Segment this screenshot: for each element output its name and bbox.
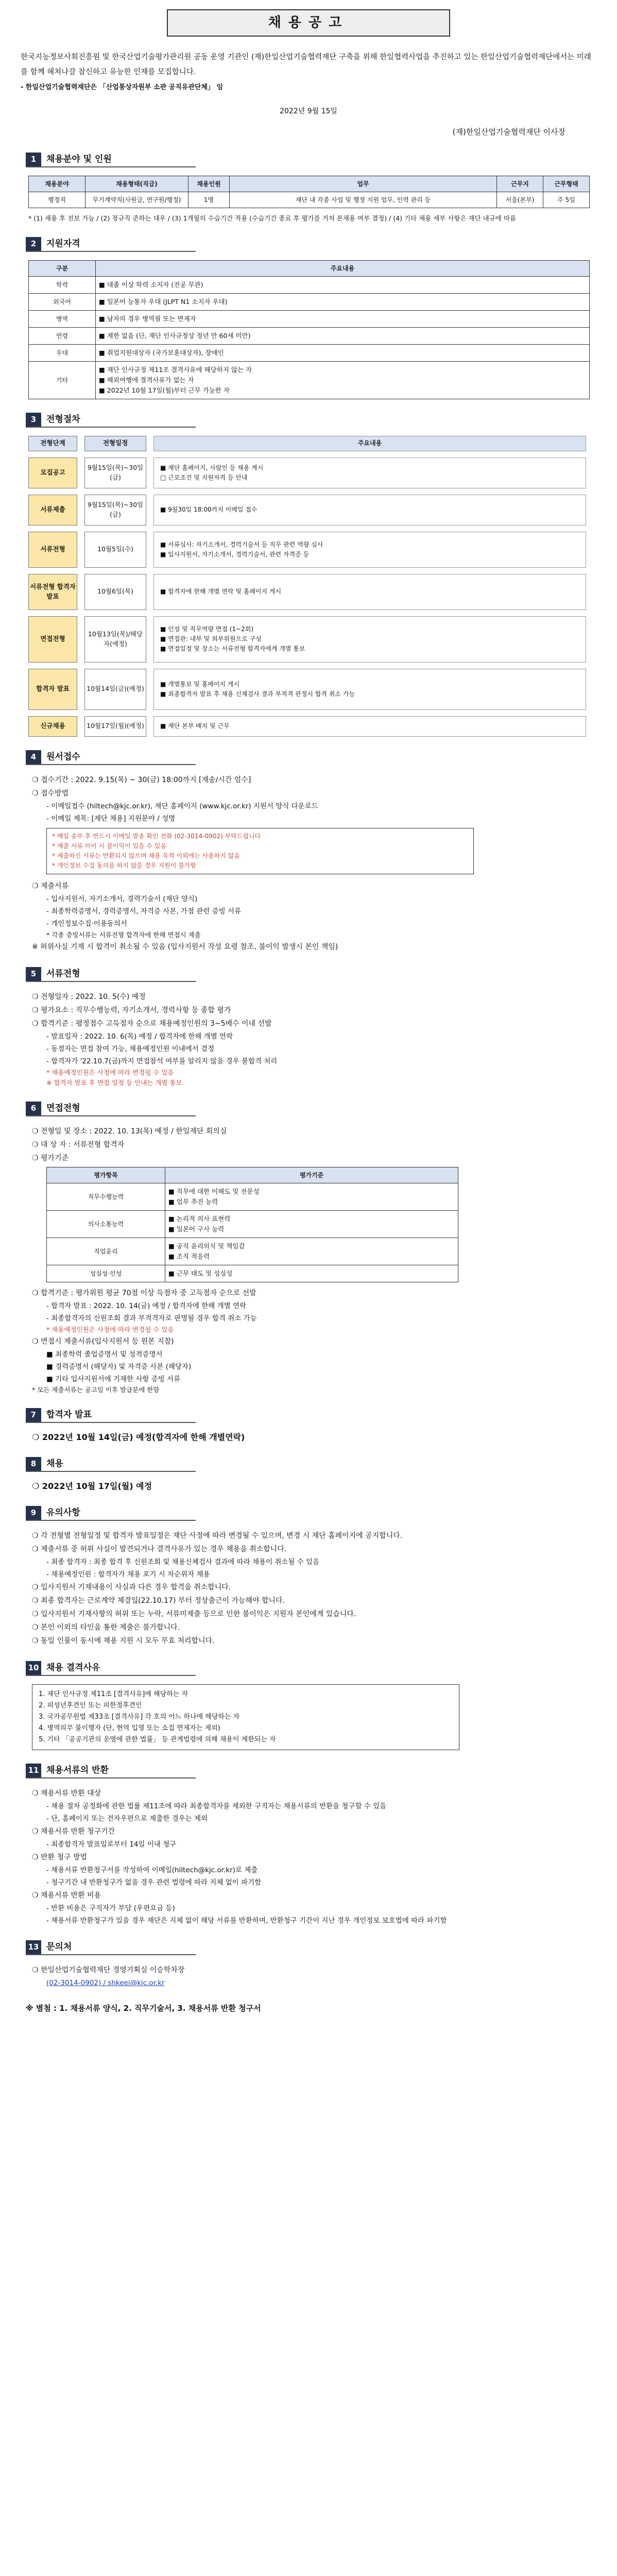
cell: ■ 공직 윤리의식 및 책임감 ■ 조직 적응력 <box>165 1238 458 1265</box>
table-row <box>29 361 590 399</box>
th: 업무 <box>230 176 497 192</box>
cell: ■ 일본어 능통자 우대 (JLPT N1 소지자 우대) <box>96 293 590 310</box>
interview-line: - 합격자 발표 : 2022. 10. 14(금) 예정 / 합격자에 한해 개별 연락 <box>46 1301 247 1310</box>
step-content: ■ 재단 홈페이지, 사람인 등 채용 게시 □ 근로조건 및 지원자격 등 안내 <box>153 457 586 488</box>
section-number: 13 <box>26 1940 41 1954</box>
return-line: - 채용서류 반환청구가 있을 경우 재단은 지체 없이 해당 서류를 반환하며, 반환청구 기간이 지난 경우 개인정보 보호법에 따라 파기함 <box>46 1917 447 1925</box>
return-line: - 단, 홈페이지 또는 전자우편으로 제출한 경우는 제외 <box>46 1815 208 1823</box>
cell: 기타 <box>29 361 96 399</box>
cell: 직업윤리 <box>47 1238 165 1265</box>
cell: ■ 근무 태도 및 성실성 <box>165 1265 458 1282</box>
notice-line: - 최종 합격자 : 최종 합격 후 신원조회 및 채용신체검사 결과에 따라 채용이 취소될 수 있음 <box>46 1558 320 1567</box>
step-name: 서류제출 <box>28 495 77 526</box>
notice-line: ❍ 입사지원서 기재사항의 허위 또는 누락, 서류미제출 등으로 인한 불이익은 지원자 본인에게 있습니다. <box>32 1610 356 1619</box>
disqualify-box <box>32 1684 459 1750</box>
table-header-row <box>47 1167 458 1183</box>
cell: 행정직 <box>29 192 85 208</box>
table-row <box>47 1210 458 1238</box>
step-content: ■ 인성 및 직무역량 면접 (1~2회) ■ 면접관: 내부 및 외부위원으로 구성 ■ 면접일정 및 장소는 서류전형 합격자에게 개별 통보 <box>153 616 586 663</box>
section-title: 합격자 발표 <box>46 1410 92 1420</box>
process-header-cell: 주요내용 <box>153 436 586 451</box>
table-row <box>47 1238 458 1265</box>
doc-line: ❍ 평가요소 : 직무수행능력, 자기소개서, 경력사항 등 종합 평가 <box>32 1006 231 1014</box>
return-line: - 채용 절차 공정화에 관한 법률 제11조에 따라 최종합격자를 제외한 구직자는 채용서류의 반환을 청구할 수 있음 <box>46 1802 387 1811</box>
notice-line: ❍ 본인 이외의 타인을 통한 제출은 불가합니다. <box>32 1623 180 1632</box>
process-header-row <box>28 436 596 451</box>
notice-line: ❍ 각 전형별 전형일정 및 합격자 발표일정은 재단 사정에 따라 변경될 수 있으며, 변경 시 재단 홈페이지에 공지합니다. <box>32 1532 403 1540</box>
cell: 서울(본부) <box>497 192 543 208</box>
section-number: 6 <box>26 1101 41 1115</box>
process-step <box>28 532 596 568</box>
interview-line: ❍ 면접시 제출서류(입사지원서 등 원본 지참) <box>32 1337 174 1346</box>
process-step <box>28 716 596 737</box>
qualification-table <box>28 260 590 399</box>
doc-line: ❍ 전형일자 : 2022. 10. 5(수) 예정 <box>32 992 146 1001</box>
apply-method-note: * 메일 송부 후 반드시 이메일 발송 확인 전화 (02-3014-0902) 부탁드립니다 * 제출 서류 미비 시 불이익이 있을 수 있음 * 제출하신 서류는 반환되지 않으며 채용 목적 이외에는 사용하지 않음 * 개인정보 수집 동의를 하지 않을 경우 지원이 불가함 <box>46 828 474 874</box>
section-title: 채용 <box>46 1459 63 1469</box>
contact-email-link[interactable]: (02-3014-0902) / shkeei@kjc.or.kr <box>46 1979 165 1988</box>
section-header-1 <box>26 152 196 167</box>
section-header-13 <box>26 1940 196 1955</box>
cell: 의사소통능력 <box>47 1210 165 1238</box>
th: 채용분야 <box>29 176 85 192</box>
notice-line: ❍ 입사지원서 기재내용이 사실과 다른 경우 합격을 취소합니다. <box>32 1583 231 1592</box>
return-line: - 청구기간 내 반환청구가 없을 경우 관련 법령에 따라 지체 없이 파기함 <box>46 1878 262 1887</box>
cell: 주 5일 <box>543 192 590 208</box>
step-content: ■ 9월30일 18:00까지 이메일 접수 <box>153 495 586 526</box>
table-row <box>29 310 590 327</box>
section-title: 채용서류의 반환 <box>46 1765 109 1776</box>
intro-text: 한국지능정보사회진흥원 및 한국산업기술평가관리원 공동 운영 기관인 (재)한일산업기술협력재단 구축을 위해 한일협력사업을 추진하고 있는 한일산업기술협력재단에서는 미래를 함께 헤쳐나갈 참신하고 유능한 인재를 모집합니다. <box>21 53 591 76</box>
table-row <box>29 192 590 208</box>
section-number: 3 <box>26 413 41 427</box>
return-line: ❍ 채용서류 반환 대상 <box>32 1789 101 1798</box>
page-title: 채용공고 <box>167 9 450 37</box>
th: 근무형태 <box>543 176 590 192</box>
step-date: 10월17일(월)(예정) <box>84 716 146 737</box>
cell: 직무수행능력 <box>47 1183 165 1210</box>
return-line: ❍ 반환 청구 방법 <box>32 1853 88 1862</box>
section-title: 전형절차 <box>46 414 80 425</box>
cell: ■ 논리적 의사 표현력 ■ 일본어 구사 능력 <box>165 1210 458 1238</box>
issuer: (재)한일산업기술협력재단 이사장 <box>452 127 565 137</box>
cell: 병역 <box>29 310 96 327</box>
step-name: 면접전형 <box>28 616 77 663</box>
section-title: 유의사항 <box>46 1507 80 1518</box>
interview-line: * 채용예정인원은 사정에 따라 변경될 수 있음 <box>46 1325 174 1333</box>
doc-line: * 채용예정인원은 사정에 따라 변경될 수 있음 <box>46 1068 174 1076</box>
step-name: 모집공고 <box>28 457 77 488</box>
apply-docs-2: - 최종학력증명서, 경력증명서, 자격증 사본, 가점 관련 증빙 서류 <box>46 907 242 916</box>
doc-line: - 합격자가 '22.10.7(금)까지 면접참석 여부를 알리지 않을 경우 불합격 처리 <box>46 1057 278 1065</box>
disqualify-item: 4. 병역의무 불이행자 (단, 현역 입영 또는 소집 면제자는 제외) <box>39 1724 220 1733</box>
section-number: 2 <box>26 237 41 251</box>
apply-warning: ※ 허위사실 기재 시 합격이 취소될 수 있음 (입사지원서 작성 요령 참조, 불이익 발생시 본인 책임) <box>32 942 338 951</box>
process-step <box>28 616 596 663</box>
section-title: 면접전형 <box>46 1103 80 1113</box>
notice-line: ❍ 최종 합격자는 근로계약 체결일(22.10.17) 부터 정상출근이 가능해야 합니다. <box>32 1597 285 1605</box>
step-date: 9월15일(목)~30일(금) <box>84 457 146 488</box>
cell: ■ 남자의 경우 병역필 또는 면제자 <box>96 310 590 327</box>
th: 채용형태(직급) <box>85 176 188 192</box>
step-date: 10월5일(수) <box>84 532 146 568</box>
cell: ■ 취업지원대상자 (국가보훈대상자), 장애인 <box>96 344 590 361</box>
step-name: 신규채용 <box>28 716 77 737</box>
section-number: 8 <box>26 1457 41 1471</box>
cell: ■ 직무에 대한 이해도 및 전문성 ■ 업무 추진 능력 <box>165 1183 458 1210</box>
interview-line: - 최종합격자의 신원조회 결과 부적격자로 판명될 경우 합격 취소 가능 <box>46 1314 257 1323</box>
section-title: 문의처 <box>46 1942 72 1953</box>
interview-line: ■ 최종학력 졸업증명서 및 성적증명서 <box>46 1350 163 1359</box>
apply-period: ❍ 접수기간 : 2022. 9.15(목) ~ 30(금) 18:00까지 [재송/시간 엄수] <box>32 775 251 784</box>
interview-line: ❍ 대 상 자 : 서류전형 합격자 <box>32 1140 125 1149</box>
return-line: ❍ 채용서류 반환 비용 <box>32 1891 101 1900</box>
doc-line: - 발표일자 : 2022. 10. 6(목) 예정 / 합격자에 한해 개별 연락 <box>46 1032 233 1041</box>
section-header-2 <box>26 237 196 252</box>
cell: 무기계약직(사원급, 연구원/행정) <box>85 192 188 208</box>
process-step <box>28 457 596 488</box>
process-header-cell: 전형일정 <box>84 436 146 451</box>
cell: 1명 <box>188 192 230 208</box>
section-number: 10 <box>26 1661 41 1675</box>
cell: 재단 내 각종 사업 및 행정 지원 업무, 인력 관리 등 <box>230 192 497 208</box>
notice-line: - 채용예정인원 : 합격자가 채용 포기 시 차순위자 채용 <box>46 1570 210 1579</box>
contact-line: ❍ 한일산업기술협력재단 경영기획실 이승학차장 <box>32 1966 185 1975</box>
section-title: 채용분야 및 인원 <box>46 154 112 164</box>
apply-docs-note: * 각종 증빙서류는 서류전형 합격자에 한해 면접시 제출 <box>46 930 201 939</box>
interview-line: ❍ 평가기준 <box>32 1154 69 1162</box>
step-name: 합격자 발표 <box>28 669 77 710</box>
step-date: 9월15일(목)~30일(금) <box>84 495 146 526</box>
section-number: 9 <box>26 1506 41 1520</box>
th: 평가기준 <box>165 1167 458 1183</box>
table-row <box>29 327 590 344</box>
table-row <box>29 344 590 361</box>
section-title: 지원자격 <box>46 238 80 249</box>
section-number: 7 <box>26 1408 41 1422</box>
intro-note: - 한일산업기술협력재단은 「산업통상자원부 소관 공직유관단체」 임 <box>21 83 224 91</box>
cell: ■ 재단 인사규정 제11조 결격사유에 해당하지 않는 자 ■ 해외여행에 결격사유가 없는 자 ■ 2022년 10월 17일(월)부터 근무 가능한 자 <box>96 361 590 399</box>
section-header-9 <box>26 1506 196 1521</box>
apply-method-2: - 이메일 제목: [재단 채용] 지원분야 / 성명 <box>46 814 176 823</box>
doc-line: - 동점자는 면접 참여 가능, 채용예정인원 이내에서 결정 <box>46 1044 215 1053</box>
apply-docs-1: - 입사지원서, 자기소개서, 경력기술서 (재단 양식) <box>46 894 198 903</box>
cell: 외국어 <box>29 293 96 310</box>
section-header-4 <box>26 750 196 765</box>
doc-line: ❍ 합격기준 : 평정점수 고득점자 순으로 채용예정인원의 3~5배수 이내 선발 <box>32 1019 272 1028</box>
step-content: ■ 개별통보 및 홈페이지 게시 ■ 최종합격자 발표 후 채용 신체검사 결과 부적격 판정시 합격 취소 가능 <box>153 669 586 710</box>
return-line: - 반환 비용은 구직자가 부담 (우편요금 등) <box>46 1904 175 1913</box>
return-line: ❍ 채용서류 반환 청구기간 <box>32 1827 115 1836</box>
cell: 성실성·인성 <box>47 1265 165 1282</box>
interview-line: ❍ 전형일 및 장소 : 2022. 10. 13(목) 예정 / 한일재단 회의실 <box>32 1127 227 1136</box>
section-header-3 <box>26 413 196 428</box>
table-row <box>47 1265 458 1282</box>
apply-docs-3: - 개인정보수집·이용동의서 <box>46 919 127 928</box>
section-title: 서류전형 <box>46 968 80 979</box>
interview-note: * 모든 제출서류는 공고일 이후 발급분에 한함 <box>32 1385 160 1394</box>
disqualify-item: 5. 기타 「공공기관의 운영에 관한 법률」 등 관계법령에 의해 채용이 제한되는 자 <box>39 1736 276 1744</box>
interview-table <box>46 1167 458 1282</box>
notice-line: ❍ 동일 인물이 동시에 채용 지원 시 모두 무효 처리합니다. <box>32 1637 215 1646</box>
th: 주요내용 <box>96 260 590 276</box>
table-row <box>29 293 590 310</box>
interview-line: ❍ 합격기준 : 평가위원 평균 70점 이상 득점자 중 고득점자 순으로 선발 <box>32 1289 256 1297</box>
section-header-11 <box>26 1764 196 1778</box>
apply-method-title: ❍ 접수방법 <box>32 789 69 798</box>
cell: ■ 제한 없음 (단, 재단 인사규정상 정년 만 60세 미만) <box>96 327 590 344</box>
hire-text: ❍ 2022년 10월 17일(월) 예정 <box>32 1481 152 1492</box>
process-step <box>28 669 596 710</box>
disqualify-item: 2. 피성년후견인 또는 피한정후견인 <box>39 1702 142 1710</box>
intro-block <box>21 50 596 95</box>
th: 채용인원 <box>188 176 230 192</box>
process-step <box>28 574 596 610</box>
process-step <box>28 495 596 526</box>
table-header-row <box>29 176 590 192</box>
return-line: - 채용서류 반환청구서를 작성하여 이메일(hiltech@kjc.or.kr)로 제출 <box>46 1866 258 1875</box>
th: 평가항목 <box>47 1167 165 1183</box>
interview-line: ■ 기타 입사지원서에 기재한 사항 증빙 서류 <box>46 1375 181 1383</box>
step-name: 서류전형 <box>28 532 77 568</box>
section-number: 11 <box>26 1764 41 1777</box>
disqualify-item: 3. 국가공무원법 제33조 [결격사유] 각 호의 어느 하나에 해당하는 자 <box>39 1713 240 1721</box>
th: 구분 <box>29 260 96 276</box>
section-title: 채용 결격사유 <box>46 1663 100 1673</box>
table-row <box>47 1183 458 1210</box>
step-content: ■ 서류심사: 자기소개서, 경력기술서 등 직무 관련 역량 심사 ■ 입사지원서, 자기소개서, 경력기술서, 관련 자격증 등 <box>153 532 586 568</box>
section-header-7 <box>26 1408 196 1423</box>
section-header-6 <box>26 1101 196 1116</box>
attachments-note: ※ 별첨 : 1. 채용서류 양식, 2. 직무기술서, 3. 채용서류 반환 청구서 <box>26 2004 261 2013</box>
cell: 연령 <box>29 327 96 344</box>
th: 근무지 <box>497 176 543 192</box>
section-number: 5 <box>26 967 41 981</box>
section-number: 1 <box>26 152 41 166</box>
section-number: 4 <box>26 750 41 764</box>
return-line: - 최종합격자 발표일로부터 14일 이내 청구 <box>46 1840 177 1849</box>
step-date: 10월6일(목) <box>84 574 146 610</box>
table-header-row <box>29 260 590 276</box>
step-content: ■ 합격자에 한해 개별 연락 및 홈페이지 게시 <box>153 574 586 610</box>
section-header-8 <box>26 1457 196 1472</box>
section-title: 원서접수 <box>46 751 80 762</box>
recruit-table <box>28 176 590 208</box>
interview-line: ■ 경력증명서 (해당자) 및 자격증 사본 (해당자) <box>46 1362 192 1371</box>
announce-date: 2022년 9월 15일 <box>280 107 337 115</box>
apply-docs-title: ❍ 제출서류 <box>32 882 69 890</box>
doc-line: ※ 합격자 발표 후 면접 일정 등 안내는 개별 통보 <box>46 1078 182 1087</box>
notice-line: ❍ 제출서류 중 허위 사실이 발견되거나 결격사유가 있는 경우 채용을 취소합니다. <box>32 1545 287 1554</box>
step-content: ■ 재단 본부 배치 및 근무 <box>153 716 586 737</box>
process-header-cell: 전형단계 <box>28 436 77 451</box>
cell: ■ 대졸 이상 학력 소지자 (전공 무관) <box>96 276 590 293</box>
table-row <box>29 276 590 293</box>
disqualify-item: 1. 재단 인사규정 제11조 [결격사유]에 해당하는 자 <box>39 1690 188 1699</box>
section-header-5 <box>26 967 196 982</box>
step-date: 10월14일(금)(예정) <box>84 669 146 710</box>
apply-method-1: - 이메일접수 (hiltech@kjc.or.kr), 재단 홈페이지 (www.kjc.or.kr) 지원서 양식 다운로드 <box>46 802 318 810</box>
step-name: 서류전형 합격자 발표 <box>28 574 77 610</box>
cell: 학력 <box>29 276 96 293</box>
step-date: 10월13일(목)/해당자(예정) <box>84 616 146 663</box>
announce-text: ❍ 2022년 10월 14일(금) 예정(합격자에 한해 개별연락) <box>32 1432 245 1443</box>
cell: 우대 <box>29 344 96 361</box>
section-header-10 <box>26 1661 196 1676</box>
recruit-note: * (1) 채용 후 전보 가능 / (2) 정규직 준하는 대우 / (3) 1개월의 수습기간 적용 (수습기간 종료 후 평가를 거쳐 본채용 여부 결정) / (4) 기타 채용 세부 사항은 재단 내규에 따름 <box>28 214 516 222</box>
